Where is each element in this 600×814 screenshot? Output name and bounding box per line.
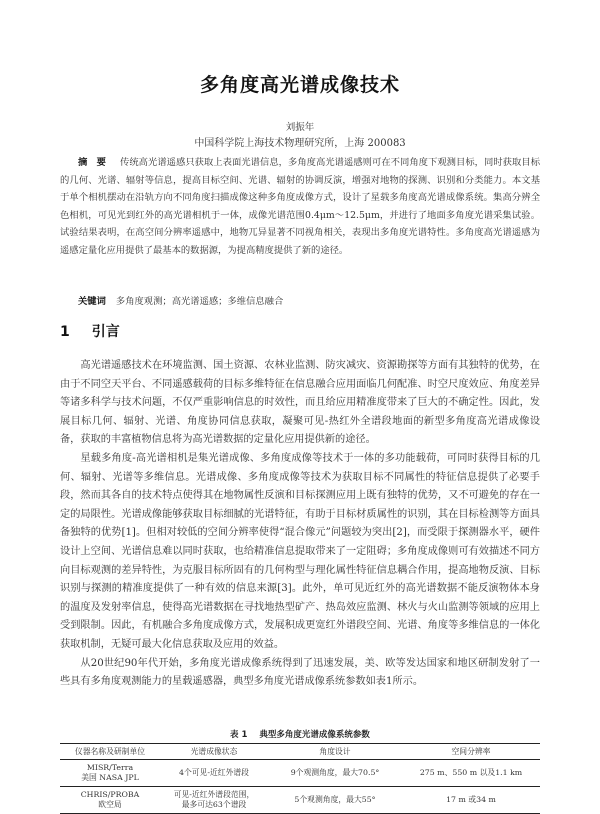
paper-title: 多角度高光谱成像技术 xyxy=(199,74,400,96)
table-cell: 可见-近红外谱段范围， 最多可达63个谱段 xyxy=(160,787,268,814)
table-header-cell: 角度设计 xyxy=(268,744,402,760)
keywords xyxy=(78,293,538,307)
table-cell: 275 m、550 m 以及1.1 km xyxy=(402,760,540,787)
section-heading xyxy=(60,321,120,341)
paragraph: 从20世纪90年代开始，多角度光谱成像系统得到了迅速发展，美、欧等发达国家和地区研制发射了一些具有多角度观测能力的星载遥感器，典型多角度光谱成像系统参数如表1所示。 xyxy=(60,657,540,688)
author-affiliation: 中国科学院上海技术物理研究所，上海 200083 xyxy=(194,138,406,149)
table-header-cell: 仪器名称及研制单位 xyxy=(60,744,160,760)
table-header-cell: 光谱成像状态 xyxy=(160,744,268,760)
table-cell: 9个观测角度，最大70.5° xyxy=(268,760,402,787)
section-title: 引言 xyxy=(91,324,120,340)
table-cell: 5个观测角度，最大55° xyxy=(268,787,402,814)
parameters-table xyxy=(60,743,540,814)
abstract xyxy=(60,154,540,259)
table-cell: MISR/Terra 美国 NASA JPL xyxy=(60,760,160,787)
table-row xyxy=(60,787,540,814)
table-caption-text: 典型多角度光谱成像系统参数 xyxy=(259,730,370,740)
paragraph: 星载多角度-高光谱相机是集光谱成像、多角度成像等技术于一体的多功能载荷，可同时获得目标的几何、辐射、光谱等多维信息。光谱成像、多角度成像等技术为获取目标不同属性的特征信息提供了必要手段，然而其各自的技术特点使得其在地物属性反演和目标探测应用上既有独特的优势，又不可避免的存在一定的局限性。光谱成像能够获取目标细腻的光谱特征，有助于目标材质属性的识别，其在目标检测等方面具备独特的优势[1]。但相对较低的空间分辨率使得“混合像元”问题较为突出[2]，而受限于探测器水平，硬件设计上空间、光谱信息难以同时获取，也给精准信息提取带来了一定阻碍；多角度成像则可有效描述不同方向目标观测的差异特性，为克服目标所固有的几何构型与理化属性特征信息耦合作用，提高地物反演、目标识别与探测的精准度提供了一种有效的信息来源[3]。此外，单可见近红外的高光谱数据不能反演物体本身的温度及发射率信息，使得高光谱数据在寻找地热型矿产、热岛效应监测、林火与火山监测等领域的应用上受到限制。因此，有机融合多角度成像方式，发展积成更宽红外谱段空间、光谱、角度等多维信息的一体化获取机制，无疑可最大化信息获取及应用的效益。 xyxy=(60,452,540,650)
author-name: 刘振年 xyxy=(285,122,315,133)
table-cell: CHRIS/PROBA 欧空局 xyxy=(60,787,160,814)
body-text xyxy=(60,357,540,692)
paragraph: 高光谱遥感技术在环境监测、国土资源、农林业监测、防灾减灾、资源勘探等方面有其独特的优势，在由于不同空天平台、不同遥感载荷的目标多维特征在信息融合应用面临几何配准、时空尺度效应、角度差异等诸多科学与技术问题，不仅严重影响信息的时效性，而且给应用精准度带来了巨大的不确定性。因此，发展目标几何、辐射、光谱、角度协同信息获取，凝聚可见-热红外全谱段地面的新型多角度高光谱成像设备，获取的丰富植物信息将为高光谱数据的定量化应用提供新的途径。 xyxy=(60,360,540,446)
table-header-cell: 空间分辨率 xyxy=(402,744,540,760)
table-number: 表 1 xyxy=(230,730,248,740)
table-cell: 4个可见-近红外谱段 xyxy=(160,760,268,787)
table-header-row xyxy=(60,744,540,760)
keywords-text: 多角度观测；高光谱遥感；多维信息融合 xyxy=(115,296,284,307)
keywords-label: 关键词 xyxy=(78,296,106,307)
abstract-text: 传统高光谱遥感只获取上表面光谱信息，多角度高光谱遥感则可在不同角度下观测目标，同时获取目标的几何、光谱、辐射等信息，提高目标空间、光谱、辐射的协调反演，增强对地物的探测、识别和分类能力。本文基于单个相机摆动在沿轨方向不同角度扫描成像这种多角度成像方式，设计了星载多角度高光谱成像系统。集高分辨全色相机，可见光到红外的高光谱相机于一体，成像光谱范围0.4μm～12.5μm，并进行了地面多角度光谱采集试验。试验结果表明，在高空间分辨率遥感中，地物兀异显著不同视角相关，表现出多角度光谱特性。多角度高光谱遥感为遥感定量化应用提供了最基本的数据源，为提高精度提供了新的途径。 xyxy=(60,157,540,256)
table-caption xyxy=(0,728,600,740)
table-row xyxy=(60,760,540,787)
section-number: 1 xyxy=(60,324,70,340)
table-cell: 17 m 或34 m xyxy=(402,787,540,814)
abstract-label: 摘 要 xyxy=(78,157,107,168)
